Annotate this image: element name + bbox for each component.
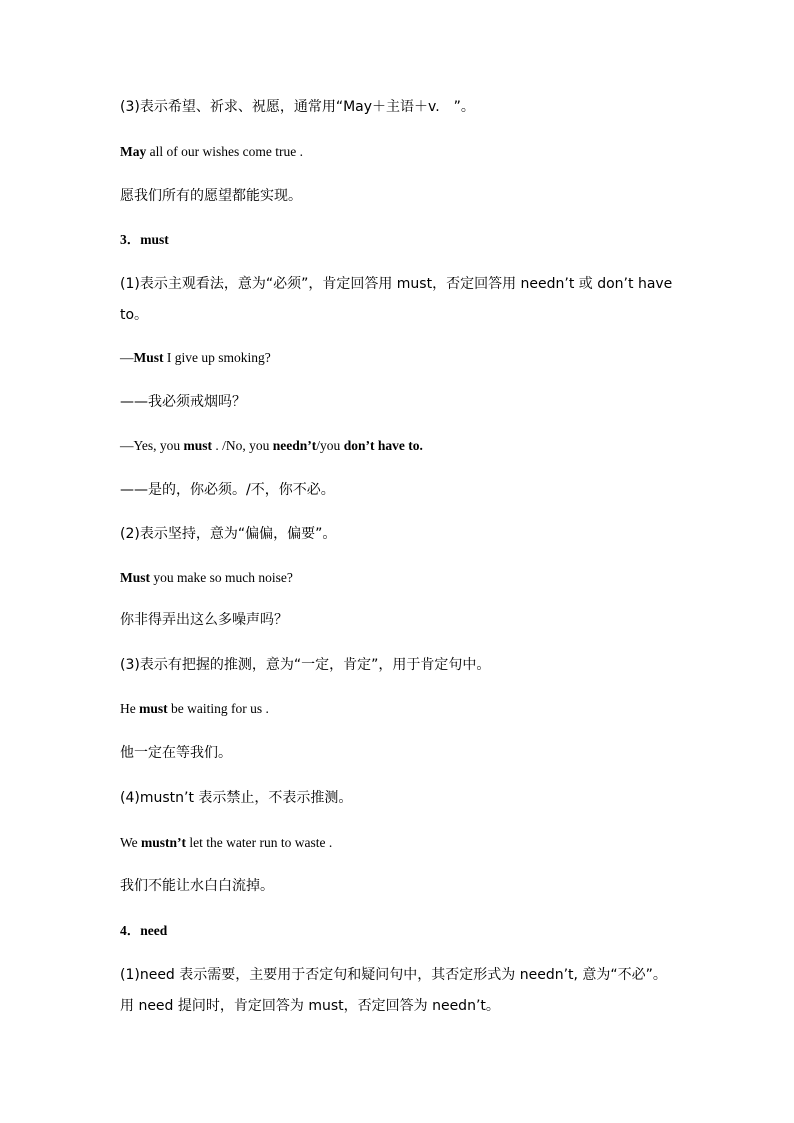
paragraph-must-usage-2: (2)表示坚持，意为“偏偏，偏要”。 <box>120 526 337 542</box>
bold-keyword: must <box>139 701 168 716</box>
example-text: let the water run to waste . <box>186 835 333 850</box>
example-text: —Yes, you <box>120 438 184 453</box>
dash: — <box>120 350 134 365</box>
example-text: . /No, you <box>212 438 273 453</box>
paragraph-must-usage-1: (1)表示主观看法，意为“必须”，肯定回答用 must，否定回答用 needn’t 或 don’t have to。 <box>120 276 673 323</box>
translation-must-insist: 你非得弄出这么多噪声吗？ <box>120 612 288 628</box>
example-may <box>120 142 680 162</box>
translation-must-deduction: 他一定在等我们。 <box>120 745 232 761</box>
paragraph-need-usage-1: (1)need 表示需要，主要用于否定句和疑问句中，其否定形式为 needn’t, 意为“不必”。用 need 提问时，肯定回答为 must，否定回答为 needn’t。 <box>120 967 667 1014</box>
example-must-insist <box>120 568 680 588</box>
translation-must-answer: ——是的，你必须。/不，你不必。 <box>120 482 335 498</box>
section-heading-must: 3．must <box>120 232 169 247</box>
example-text: He <box>120 701 140 716</box>
paragraph-must-usage-3: (3)表示有把握的推测，意为“一定，肯定”，用于肯定句中。 <box>120 657 491 673</box>
translation-may: 愿我们所有的愿望都能实现。 <box>120 188 302 204</box>
translation-must-question: ——我必须戒烟吗？ <box>120 394 246 410</box>
example-must-answer <box>120 436 680 456</box>
section-heading-need: 4．need <box>120 923 168 938</box>
example-text: We <box>120 835 142 850</box>
example-text: /you <box>316 438 344 453</box>
paragraph-may-usage-3: (3)表示希望、祈求、祝愿，通常用“May＋主语＋v. ”。 <box>120 99 475 115</box>
bold-keyword: needn’t <box>272 438 317 453</box>
example-text: all of our wishes come true . <box>146 144 303 159</box>
bold-keyword: Must <box>120 570 150 585</box>
example-text: be waiting for us . <box>167 701 269 716</box>
bold-keyword: must <box>183 438 213 453</box>
paragraph-must-usage-4: (4)mustn’t 表示禁止，不表示推测。 <box>120 790 353 806</box>
bold-keyword: don’t have to. <box>343 438 423 453</box>
example-must-question <box>120 348 680 368</box>
translation-mustnt: 我们不能让水白白流掉。 <box>120 878 274 894</box>
example-must-deduction <box>120 699 680 719</box>
example-text: I give up smoking? <box>163 350 271 365</box>
example-mustnt <box>120 833 680 853</box>
bold-keyword: May <box>120 144 147 159</box>
bold-keyword: Must <box>133 350 164 365</box>
bold-keyword: mustn’t <box>141 835 187 850</box>
example-text: you make so much noise? <box>150 570 293 585</box>
